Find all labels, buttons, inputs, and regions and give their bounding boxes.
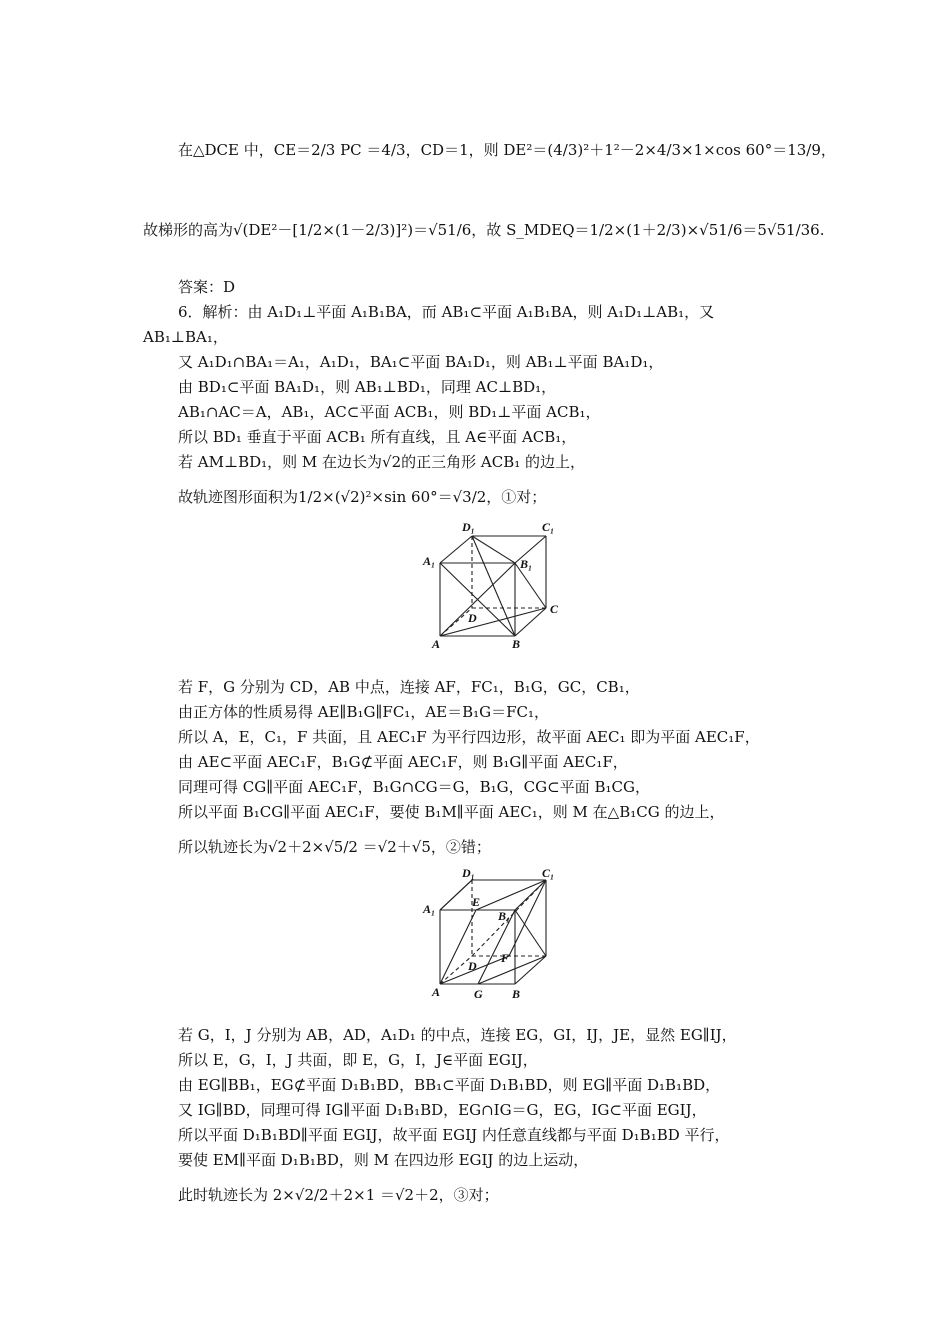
label-B: B — [512, 987, 521, 1001]
text-line: 所以 BD₁ 垂直于平面 ACB₁ 所有直线，且 A∈平面 ACB₁， — [178, 428, 577, 446]
label-D1: D₁ — [462, 866, 475, 880]
text-line: 所以平面 D₁B₁BD∥平面 EGIJ，故平面 EGIJ 内任意直线都与平面 D₁B₁BD 平行， — [178, 1126, 730, 1144]
text-line: 由正方体的性质易得 AE∥B₁G∥FC₁，AE＝B₁G＝FC₁， — [178, 703, 550, 721]
label-F: F — [501, 951, 510, 965]
label-D: D — [468, 611, 477, 625]
text-line: 所以轨迹长为√2＋2×√5/2 ＝√2＋√5，②错； — [178, 838, 491, 856]
label-B1: B₁ — [498, 909, 511, 923]
text-line: 又 A₁D₁∩BA₁＝A₁，A₁D₁，BA₁⊂平面 BA₁D₁，则 AB₁⊥平面 BA₁D₁， — [178, 353, 664, 371]
label-A: A — [432, 637, 441, 651]
label-C: C — [550, 602, 559, 616]
text-line: 要使 EM∥平面 D₁B₁BD，则 M 在四边形 EGIJ 的边上运动， — [178, 1151, 589, 1169]
text-line: AB₁∩AC＝A，AB₁，AC⊂平面 ACB₁，则 BD₁⊥平面 ACB₁， — [178, 403, 601, 421]
label-A1: A₁ — [423, 902, 436, 916]
text-line: 又 IG∥BD，同理可得 IG∥平面 D₁B₁BD，EG∩IG＝G，EG，IG⊂平面 EGIJ， — [178, 1101, 707, 1119]
text-line: 若 F，G 分别为 CD，AB 中点，连接 AF，FC₁，B₁G，GC，CB₁， — [178, 678, 640, 696]
answer-line: 答案：D — [178, 278, 236, 296]
cube-edges — [440, 880, 546, 984]
text-line: 此时轨迹长为 2×√2/2＋2×1 ＝√2＋2，③对； — [178, 1186, 499, 1204]
label-A: A — [432, 985, 441, 999]
text-line: AB₁⊥BA₁， — [143, 328, 228, 346]
text-line: 由 BD₁⊂平面 BA₁D₁，则 AB₁⊥BD₁，同理 AC⊥BD₁， — [178, 378, 557, 396]
label-B1: B₁ — [520, 557, 533, 571]
label-A1: A₁ — [423, 554, 436, 568]
cube-edges — [440, 536, 546, 636]
text-line: 在△DCE 中，CE＝2/3 PC ＝4/3，CD＝1，则 DE²＝(4/3)²＋1²－2×4/3×1×cos 60°＝13/9， — [178, 141, 836, 159]
text-line: 由 EG∥BB₁，EG⊄平面 D₁B₁BD，BB₁⊂平面 D₁B₁BD，则 EG∥平面 D₁B₁BD， — [178, 1076, 721, 1094]
label-C1: C₁ — [542, 866, 555, 880]
text-line: 所以平面 B₁CG∥平面 AEC₁F，要使 B₁M∥平面 AEC₁，则 M 在△B₁CG 的边上， — [178, 803, 725, 821]
text-line: 同理可得 CG∥平面 AEC₁F，B₁G∩CG＝G，B₁G，CG⊂平面 B₁CG， — [178, 778, 650, 796]
cube-figure-1 — [420, 518, 565, 653]
text-line: 故梯形的高为√(DE²－[1/2×(1－2/3)]²)＝√51/6，故 S_MDEQ＝1/2×(1＋2/3)×√51/6＝5√51/36. — [143, 221, 825, 239]
label-D1: D₁ — [462, 520, 475, 534]
text-line: 所以 A，E，C₁，F 共面，且 AEC₁F 为平行四边形，故平面 AEC₁ 即为平面 AEC₁F， — [178, 728, 760, 746]
label-D: D — [468, 959, 477, 973]
text-line: 若 AM⊥BD₁，则 M 在边长为√2的正三角形 ACB₁ 的边上， — [178, 453, 586, 471]
label-B: B — [512, 637, 521, 651]
text-line: 由 AE⊂平面 AEC₁F，B₁G⊄平面 AEC₁F，则 B₁G∥平面 AEC₁F， — [178, 753, 628, 771]
text-line: 6．解析：由 A₁D₁⊥平面 A₁B₁BA，而 AB₁⊂平面 A₁B₁BA，则 A₁D₁⊥AB₁，又 — [178, 303, 715, 321]
label-C1: C₁ — [542, 520, 555, 534]
cube-figure-2 — [420, 866, 570, 1002]
text-line: 所以 E，G，I，J 共面，即 E，G，I，J∈平面 EGIJ， — [178, 1051, 538, 1069]
text-line: 若 G，I，J 分别为 AB，AD，A₁D₁ 的中点，连接 EG，GI，IJ，JE，显然 EG∥IJ， — [178, 1026, 737, 1044]
text-line: 故轨迹图形面积为1/2×(√2)²×sin 60°＝√3/2，①对； — [178, 488, 547, 506]
label-G: G — [474, 987, 483, 1001]
label-E: E — [472, 895, 481, 909]
